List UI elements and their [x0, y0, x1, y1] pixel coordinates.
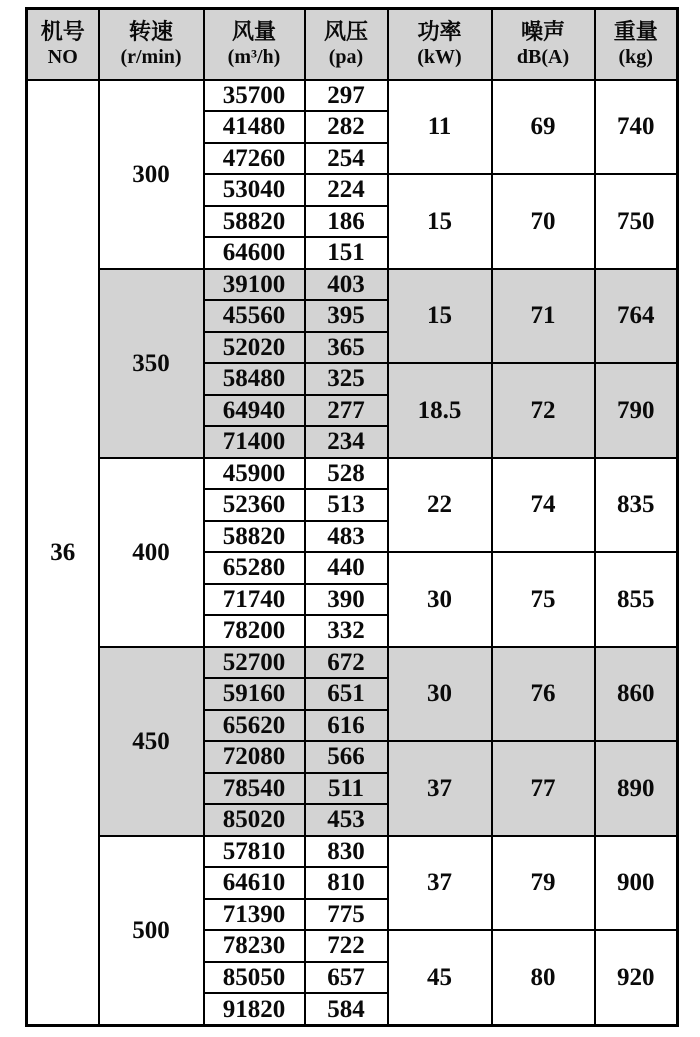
power-cell: 30 [388, 647, 492, 742]
flow-cell: 58480 [204, 363, 305, 395]
header-cell-weight [595, 9, 678, 80]
header-row [27, 9, 678, 80]
pressure-cell: 282 [305, 111, 388, 143]
flow-cell: 78200 [204, 615, 305, 647]
header-cell-machine-no [27, 9, 99, 80]
header-unit: (kW) [417, 46, 462, 69]
power-cell: 37 [388, 836, 492, 931]
weight-cell: 764 [595, 269, 678, 364]
pressure-cell: 511 [305, 773, 388, 805]
pressure-cell: 775 [305, 899, 388, 931]
header-label: 机号 [40, 18, 85, 44]
header-unit: (r/min) [120, 46, 182, 69]
fan-spec-sheet [25, 7, 679, 1027]
header-label: 功率 [417, 18, 462, 44]
noise-cell: 79 [492, 836, 595, 931]
pressure-cell: 186 [305, 206, 388, 238]
weight-cell: 835 [595, 458, 678, 553]
flow-cell: 58820 [204, 206, 305, 238]
power-cell: 45 [388, 930, 492, 1026]
header-label: 噪声 [520, 18, 565, 44]
header-unit: dB(A) [516, 46, 570, 69]
pressure-cell: 224 [305, 174, 388, 206]
pressure-cell: 672 [305, 647, 388, 679]
flow-cell: 65280 [204, 552, 305, 584]
weight-cell: 920 [595, 930, 678, 1026]
pressure-cell: 297 [305, 80, 388, 112]
flow-cell: 58820 [204, 521, 305, 553]
noise-cell: 71 [492, 269, 595, 364]
pressure-cell: 365 [305, 332, 388, 364]
noise-cell: 74 [492, 458, 595, 553]
flow-cell: 64940 [204, 395, 305, 427]
weight-cell: 750 [595, 174, 678, 269]
header-unit: (m³/h) [227, 46, 281, 69]
flow-cell: 85020 [204, 804, 305, 836]
speed-cell: 350 [99, 269, 204, 458]
weight-cell: 740 [595, 80, 678, 175]
table-row [27, 836, 678, 868]
flow-cell: 41480 [204, 111, 305, 143]
pressure-cell: 332 [305, 615, 388, 647]
noise-cell: 76 [492, 647, 595, 742]
pressure-cell: 151 [305, 237, 388, 269]
speed-cell: 300 [99, 80, 204, 269]
table-row [27, 458, 678, 490]
header-label: 风量 [231, 18, 276, 44]
weight-cell: 790 [595, 363, 678, 458]
header-unit: (kg) [618, 46, 653, 69]
pressure-cell: 657 [305, 962, 388, 994]
flow-cell: 45900 [204, 458, 305, 490]
flow-cell: 85050 [204, 962, 305, 994]
weight-cell: 890 [595, 741, 678, 836]
flow-cell: 65620 [204, 710, 305, 742]
pressure-cell: 440 [305, 552, 388, 584]
noise-cell: 70 [492, 174, 595, 269]
header-unit: NO [47, 46, 78, 69]
pressure-cell: 830 [305, 836, 388, 868]
pressure-cell: 325 [305, 363, 388, 395]
pressure-cell: 483 [305, 521, 388, 553]
power-cell: 18.5 [388, 363, 492, 458]
header-cell-noise [492, 9, 595, 80]
power-cell: 30 [388, 552, 492, 647]
power-cell: 11 [388, 80, 492, 175]
power-cell: 37 [388, 741, 492, 836]
header-unit: (pa) [328, 46, 364, 69]
flow-cell: 64610 [204, 867, 305, 899]
pressure-cell: 453 [305, 804, 388, 836]
pressure-cell: 403 [305, 269, 388, 301]
flow-cell: 39100 [204, 269, 305, 301]
pressure-cell: 651 [305, 678, 388, 710]
pressure-cell: 513 [305, 489, 388, 521]
noise-cell: 80 [492, 930, 595, 1026]
pressure-cell: 528 [305, 458, 388, 490]
header-cell-flow [204, 9, 305, 80]
table-row [27, 647, 678, 679]
pressure-cell: 810 [305, 867, 388, 899]
power-cell: 15 [388, 269, 492, 364]
pressure-cell: 566 [305, 741, 388, 773]
fan-spec-table [25, 7, 679, 1027]
header-cell-power [388, 9, 492, 80]
flow-cell: 53040 [204, 174, 305, 206]
power-cell: 22 [388, 458, 492, 553]
noise-cell: 77 [492, 741, 595, 836]
flow-cell: 52360 [204, 489, 305, 521]
speed-cell: 450 [99, 647, 204, 836]
noise-cell: 69 [492, 80, 595, 175]
pressure-cell: 277 [305, 395, 388, 427]
pressure-cell: 722 [305, 930, 388, 962]
noise-cell: 75 [492, 552, 595, 647]
pressure-cell: 616 [305, 710, 388, 742]
noise-cell: 72 [492, 363, 595, 458]
flow-cell: 71400 [204, 426, 305, 458]
pressure-cell: 390 [305, 584, 388, 616]
header-label: 风压 [323, 18, 368, 44]
header-cell-speed [99, 9, 204, 80]
flow-cell: 72080 [204, 741, 305, 773]
weight-cell: 900 [595, 836, 678, 931]
speed-cell: 500 [99, 836, 204, 1026]
header-label: 转速 [128, 18, 173, 44]
flow-cell: 91820 [204, 993, 305, 1026]
flow-cell: 52020 [204, 332, 305, 364]
flow-cell: 45560 [204, 300, 305, 332]
pressure-cell: 254 [305, 143, 388, 175]
speed-cell: 400 [99, 458, 204, 647]
flow-cell: 59160 [204, 678, 305, 710]
weight-cell: 855 [595, 552, 678, 647]
power-cell: 15 [388, 174, 492, 269]
pressure-cell: 584 [305, 993, 388, 1026]
table-row [27, 269, 678, 301]
header-label: 重量 [613, 18, 658, 44]
header-cell-pressure [305, 9, 388, 80]
table-row [27, 80, 678, 112]
flow-cell: 52700 [204, 647, 305, 679]
flow-cell: 78230 [204, 930, 305, 962]
flow-cell: 57810 [204, 836, 305, 868]
flow-cell: 71390 [204, 899, 305, 931]
flow-cell: 47260 [204, 143, 305, 175]
pressure-cell: 234 [305, 426, 388, 458]
flow-cell: 71740 [204, 584, 305, 616]
machine-no-cell: 36 [27, 80, 99, 1026]
flow-cell: 78540 [204, 773, 305, 805]
weight-cell: 860 [595, 647, 678, 742]
flow-cell: 35700 [204, 80, 305, 112]
flow-cell: 64600 [204, 237, 305, 269]
pressure-cell: 395 [305, 300, 388, 332]
